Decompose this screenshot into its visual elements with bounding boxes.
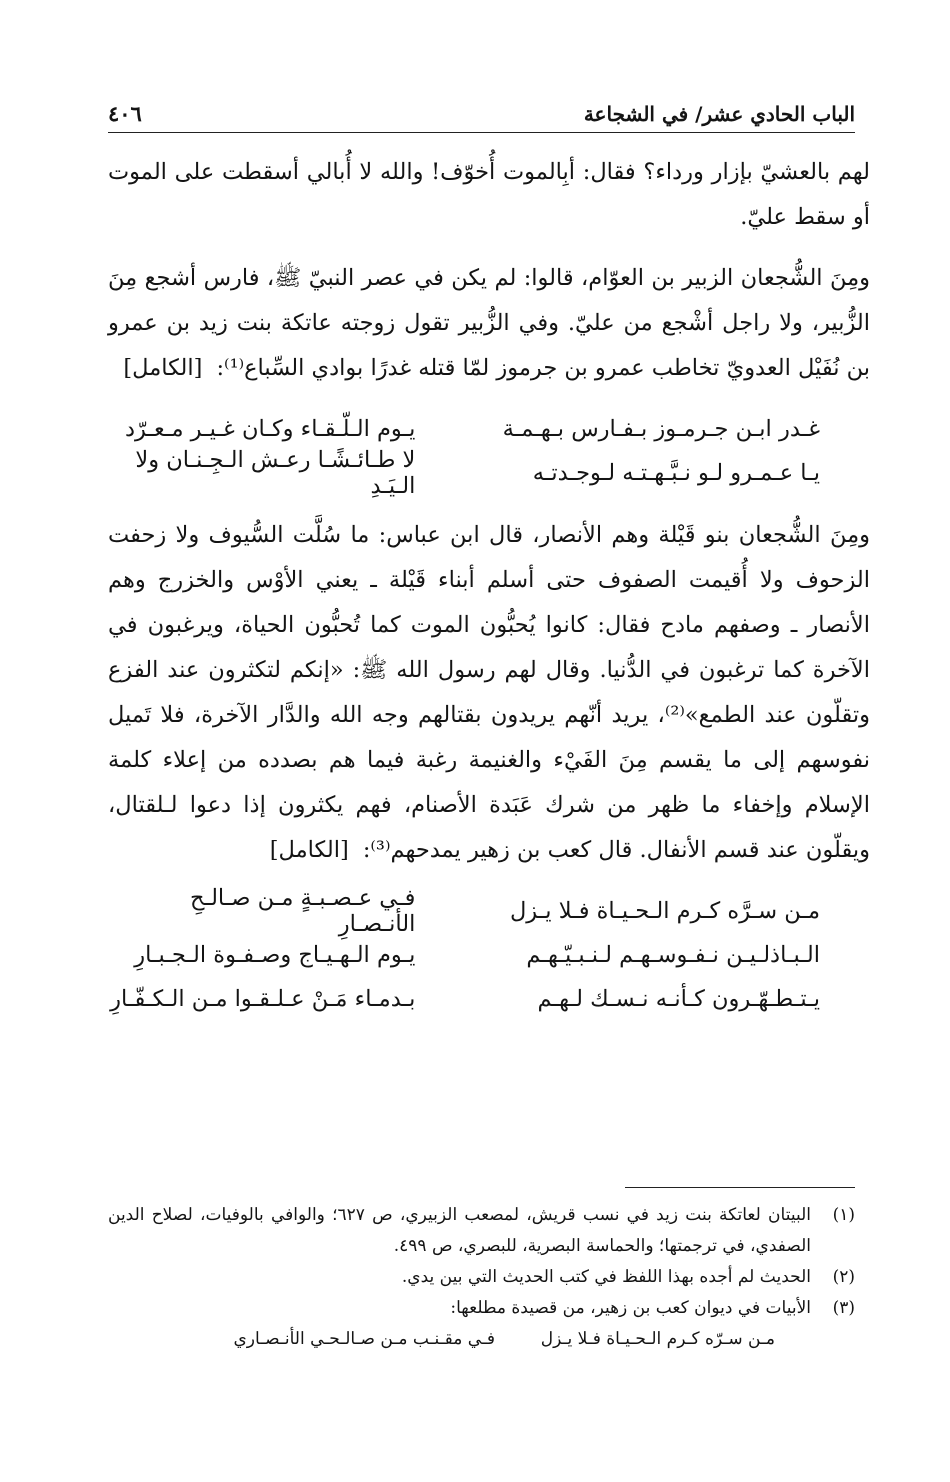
verse-second-hemistich: يـوم الـهـيـاج وصـفـوة الـجـبـارِ: [134, 942, 416, 968]
verse-second-hemistich: يـوم الـلّـقـاء وكـان غـيـر مـعـرّد: [124, 416, 416, 442]
header-divider: [108, 132, 855, 133]
verse: [108, 933, 870, 977]
verse-first-hemistich: الـبـاذلـيـن نـفـوسـهـم لـنـبـيّـهـم: [526, 942, 820, 968]
page-number: ٤٠٦: [108, 101, 142, 126]
footnote-text: الحديث لم أجده بهذا اللفظ في كتب الحديث التي بين يدي.: [401, 1267, 811, 1287]
verse-second-hemistich: بـدمـاء مَـنْ عـلـقـوا مـن الـكـفّـارِ: [110, 986, 416, 1012]
verse: [108, 977, 870, 1021]
verse-first-hemistich: مـن سـرَّه كـرم الـحـيـاة فـلا يـزل: [509, 898, 820, 924]
footnote-2: [108, 1262, 855, 1293]
meter-label: [الكامل]: [123, 355, 203, 381]
paragraph-1: لهم بالعشيّ بإزار ورداء؟ فقال: أبِالموت أُخوّف! والله لا أُبالي أسقطت على الموت أو سقط عليّ.: [108, 159, 870, 230]
footnotes: [108, 1200, 855, 1355]
verse-first-hemistich: يـا عـمـرو لـو نـبَّـهـتـه لـوجـدتـه: [532, 460, 820, 486]
footnote-3: [108, 1293, 855, 1324]
poem-kaab: [108, 885, 870, 1021]
meter-label: [الكامل]: [269, 837, 349, 863]
verse: [108, 885, 870, 937]
footnote-verse: [108, 1324, 775, 1355]
running-header: [108, 92, 855, 126]
paragraph-2-text: ومِنَ الشُّجعان الزبير بن العوّام، قالوا: لم يكن في عصر النبيّ ﷺ، فارس أشجع مِنَ الزُّبير، ولا راجل أشْجع من عليّ. وفي الزُّبير تقول زوجته عاتكة بنت زيد بن عمرو بن نُفَيْل العدويّ تخاطب عمرو بن جرموز لمّا قتله غدرًا بوادي السِّباع⁽¹⁾:: [108, 265, 870, 381]
footnote-number: (١): [832, 1205, 855, 1225]
footnote-number: (٣): [832, 1298, 855, 1318]
verse-first-hemistich: غـدر ابـن جـرمـوز بـفـارس بـهـمـة: [502, 416, 820, 442]
verse: [108, 447, 870, 499]
paragraph-2: [108, 256, 870, 391]
verse-first-hemistich: مـن سـرّه كـرم الـحـيـاة فـلا يـزل: [540, 1329, 775, 1349]
verse-second-hemistich: لا طـائـشًـا رعـش الـجِـنـان ولا الـيَـدِ: [135, 447, 416, 499]
footnote-number: (٢): [832, 1267, 855, 1287]
verse-first-hemistich: يـتـطـهّـرون كـأنـه نـسـك لـهـم: [537, 986, 820, 1012]
poem-atika: [108, 407, 870, 499]
verse-second-hemistich: فـي عـصـبـةٍ مـن صـالـحِ الأنـصـارِ: [189, 885, 416, 937]
footnote-text: الأبيات في ديوان كعب بن زهير، من قصيدة مطلعها:: [450, 1298, 811, 1318]
footnote-divider: [625, 1187, 855, 1188]
paragraph-3: [108, 513, 870, 873]
footnote-text: البيتان لعاتكة بنت زيد في نسب قريش، لمصعب الزبيري، ص ٦٢٧؛ والوافي بالوفيات، لصلاح الدين الصفدي، في ترجمتها؛ والحماسة البصرية، للبصري، ص ٤٩٩.: [108, 1205, 811, 1256]
footnote-1: [108, 1200, 855, 1262]
paragraph-3-text: ومِنَ الشُّجعان بنو قَيْلة وهم الأنصار، قال ابن عباس: ما سُلَّت السُّيوف ولا زحفت الزحوف ولا أُقيمت الصفوف حتى أسلم أبناء قَيْلة ـ يعني الأوْس والخزرج وهم الأنصار ـ وصفهم مادح فقال: كانوا يُحبُّون الموت كما تُحبُّون الحياة، ويرغبون في الآخرة كما ترغبون في الدُّنيا. وقال لهم رسول الله ﷺ: «إنكم لتكثرون عند الفزع وتقلّون عند الطمع»⁽²⁾، يريد أنّهم يريدون بقتالهم وجه الله والدَّار الآخرة، فلا تَميل نفوسهم إلى ما يقسم مِنَ الفَيْء والغنيمة رغبة فيما هم بصدده من إعلاء كلمة الإسلام وإخفاء ما ظهر من شرك عَبَدة الأصنام، فهم يكثرون إذا دعوا لـلقتال، ويقلّون عند قسم الأنفال. قال كعب بن زهير يمدحهم⁽³⁾:: [108, 522, 870, 863]
verse-second-hemistich: فـي مقـنـب مـن صـالـحـي الأنـصـاري: [233, 1329, 495, 1349]
verse: [108, 407, 870, 451]
main-text: [108, 150, 870, 1039]
chapter-title: الباب الحادي عشر/ في الشجاعة: [583, 102, 855, 126]
